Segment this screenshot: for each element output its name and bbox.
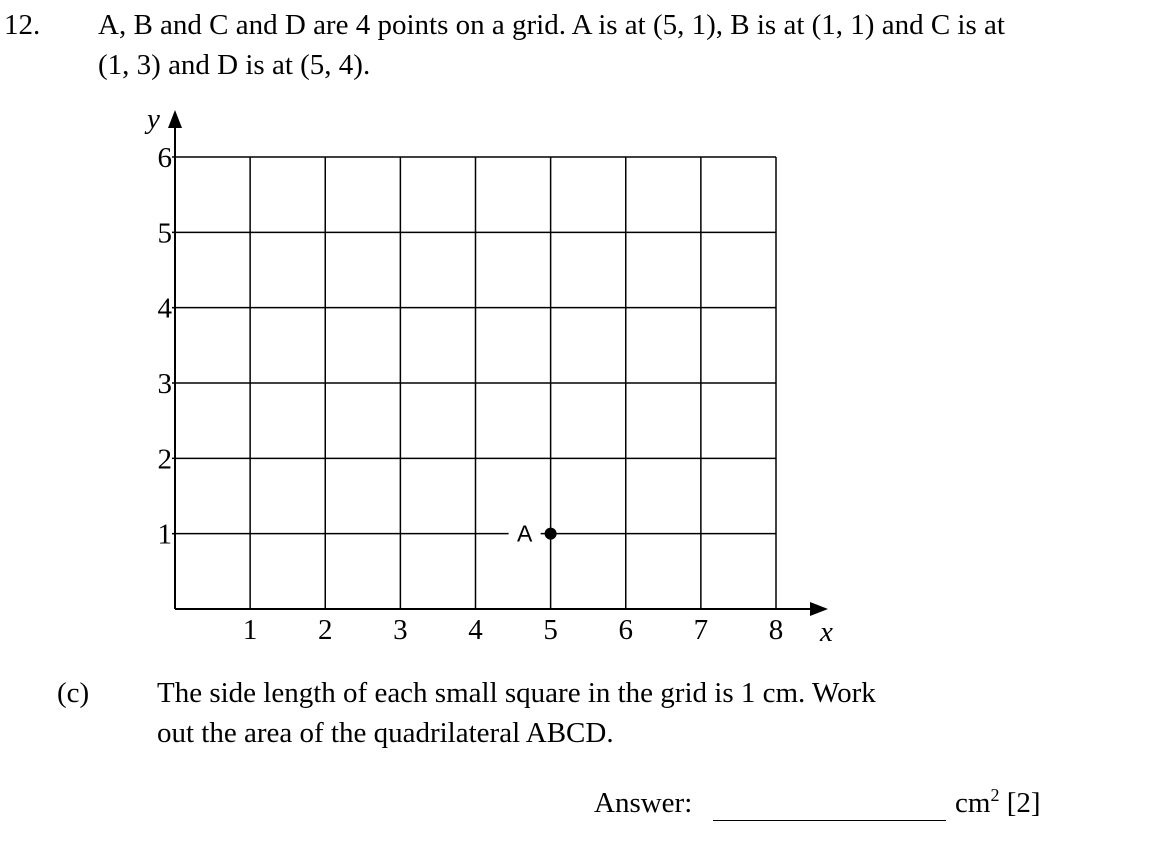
part-text-line-1: The side length of each small square in the grid is 1 cm. Work	[157, 677, 876, 709]
question-text-line-2: (1, 3) and D is at (5, 4).	[98, 49, 371, 81]
x-axis-label: x	[820, 616, 833, 648]
y-axis-label: y	[147, 103, 160, 135]
marks-label: [2]	[1006, 787, 1041, 819]
x-tick-label: 1	[242, 614, 258, 646]
y-tick-label: 2	[157, 443, 172, 476]
answer-unit	[955, 786, 1041, 821]
x-axis-arrow-icon	[810, 602, 828, 616]
y-tick-label: 1	[157, 518, 172, 551]
x-tick-label: 4	[468, 614, 483, 646]
point-label: A	[516, 520, 533, 547]
part-label: (c)	[57, 677, 90, 709]
y-axis-arrow-icon	[168, 110, 182, 128]
unit-power: 2	[990, 785, 1000, 805]
part-text-line-2: out the area of the quadrilateral ABCD.	[157, 717, 614, 749]
x-tick-label: 2	[318, 614, 333, 646]
y-tick-label: 3	[157, 368, 172, 400]
answer-label: Answer:	[594, 787, 693, 819]
x-tick-label: 6	[618, 614, 633, 646]
question-number: 12.	[4, 9, 41, 41]
y-tick-label: 5	[157, 217, 172, 250]
unit-text: cm	[955, 787, 991, 819]
question-text-line-1: A, B and C and D are 4 points on a grid. A is at (5, 1), B is at (1, 1) and C is at	[98, 9, 1005, 41]
point-a-marker	[545, 528, 557, 540]
y-tick-label: 4	[157, 292, 172, 325]
y-tick-label: 6	[157, 142, 172, 174]
x-tick-label: 7	[693, 614, 709, 646]
x-tick-label: 8	[768, 614, 784, 646]
answer-line[interactable]	[713, 820, 946, 821]
x-tick-label: 3	[393, 614, 408, 646]
x-tick-label: 5	[543, 614, 558, 646]
